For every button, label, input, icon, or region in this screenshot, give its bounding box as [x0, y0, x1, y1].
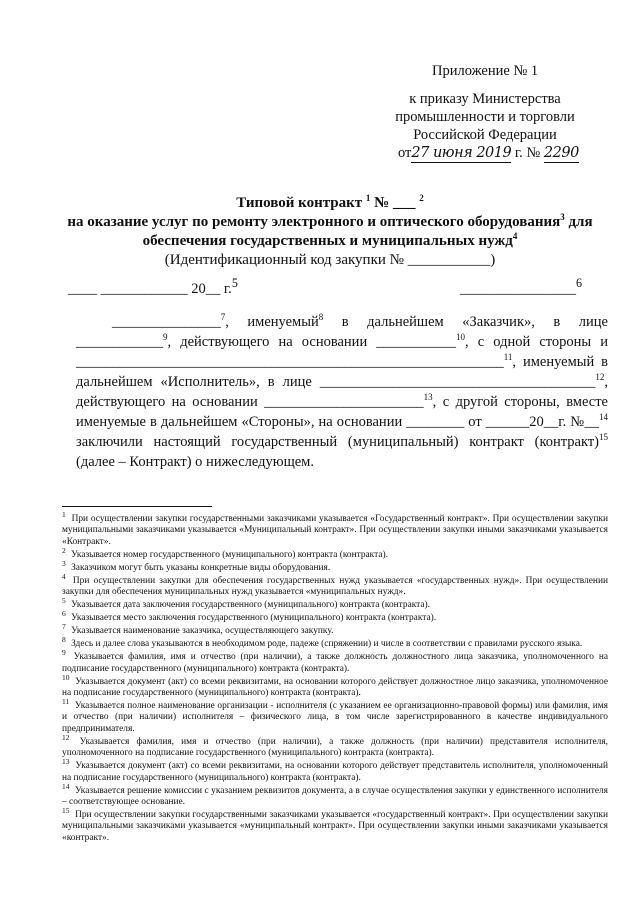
footnote-5: $^5$ Указывается дата заключения государственного (муниципального) контракта (контракта).	[62, 596, 431, 611]
footnote-ref-1: 1	[365, 193, 371, 203]
footnote-9: $^9$ Указывается фамилия, имя и отчество (при наличии), а также должность должностного лица заказчика, уполномоченного на подписание государственного (муниципального) контракта (контракта).	[62, 648, 608, 674]
footnote-separator	[62, 506, 212, 507]
date-suffix: г. №	[511, 145, 544, 161]
contract-date-place-line	[68, 276, 598, 298]
footnote-14: $^{14}$ Указывается решение комиссии с указанием реквизитов документа, а в случае осуществления закупки у единственного исполнителя – соответствующее основание.	[62, 781, 608, 808]
heading-line-3: обеспечения государственных и муниципальных нужд$^4$	[142, 231, 518, 249]
appendix-line-1: к приказу Министерства	[409, 91, 561, 107]
heading-line-1: Типовой контракт $^1$ № ___ $^2$	[236, 193, 424, 211]
footnote-7: $^7$ Указывается наименование заказчика, осуществляющего закупку.	[62, 622, 334, 637]
appendix-block	[380, 62, 590, 163]
footnote-ref-6: 6	[576, 276, 583, 290]
footnote-10: $^{10}$ Указывается документ (акт) со всеми реквизитами, на основании которого действует должностное лицо заказчика, уполномоченное на подписание государственного (муниципального) контракта (контракта).	[62, 672, 608, 699]
footnote-ref-4: 4	[512, 231, 518, 241]
contract-place-field: ________________$^6$	[460, 276, 583, 297]
footnote-1: $^1$ При осуществлении закупки государственными заказчиками указывается «Государственный контракт». При осуществлении закупки муниципальными заказчиками указывается «Муниципальный контракт». При осуществлении закупки иными заказчиками указывается «Контракт».	[62, 509, 608, 547]
footnote-4: $^4$ При осуществлении закупки для обеспечения государственных нужд указывается «государственных нужд». При осуществлении закупки для обеспечения муниципальных нужд указывается «муниципальных нужд».	[62, 571, 608, 598]
appendix-line-2: промышленности и торговли	[395, 109, 575, 125]
contract-preamble	[76, 312, 608, 472]
contract-date-field: ____ ____________ 20__ г.	[68, 280, 232, 297]
appendix-line-3: Российской Федерации	[413, 127, 557, 143]
footnote-6: $^6$ Указывается место заключения государственного (муниципального) контракта (контракта).	[62, 609, 437, 624]
footnote-2: $^2$ Указывается номер государственного (муниципального) контракта (контракта).	[62, 545, 388, 560]
footnote-13: $^{13}$ Указывается документ (акт) со всеми реквизитами, на основании которого действует представитель исполнителя, уполномоченный на подписание государственного (муниципального) контракта (контракта).	[62, 757, 608, 783]
handwritten-order-number: 2290	[543, 145, 579, 161]
footnote-11: $^{11}$ Указывается полное наименование организации - исполнителя (с указанием ее организационно-правовой формы) или фамилия, имя и отчество (при наличии) исполнителя – физического лица, в том числе зарегистрированного в качестве индивидуального предпринимателя.	[62, 696, 608, 734]
preamble-paragraph: _______________$^7$, именуемый$^8$ в дальнейшем «Заказчик», в лице ____________$^9$, действующего на основании ___________$^{10}$, с одной стороны и ___________________________________________________________$^{11}$, именуемый в дальнейшем «Исполнитель», в лице ______________________________________$^{12}$, действующего на основании ______________________$^{13}$, с другой стороны, вместе именуемые в дальнейшем «Стороны», на основании ________ от ______20__г. №__$^{14}$ заключили настоящий государственный (муниципальный) контракт (контракт)$^{15}$ (далее – Контракт) о нижеследующем.	[76, 312, 609, 470]
footnote-ref-3: 3	[560, 212, 565, 222]
footnote-8: $^8$ Здесь и далее слова указываются в необходимом роде, падеже (спряжении) и числе в соответствии с правилами русского языка.	[62, 635, 583, 650]
footnote-3: $^3$ Заказчиком могут быть указаны конкретные виды оборудования.	[62, 558, 331, 573]
contract-heading	[60, 194, 600, 270]
heading-line-4: (Идентификационный код закупки № ___________)	[164, 252, 496, 268]
footnote-12: $^{12}$ Указывается фамилия, имя и отчество (при наличии), а также должность (при наличии) представителя исполнителя, уполномоченного на подписание государственного (муниципального) контракта (контракта).	[62, 732, 608, 759]
footnotes-section	[62, 509, 608, 846]
footnote-ref-2: 2	[419, 193, 424, 203]
date-prefix: от	[398, 145, 412, 161]
footnote-15: $^{15}$ При осуществлении закупки государственными заказчиками указывается «государственный контракт». При осуществлении закупки муниципальными заказчиками указывается «муниципальный контракт». При осуществлении закупки иными заказчиками указывается «контракт».	[62, 805, 608, 843]
appendix-date-line	[380, 144, 590, 163]
appendix-title: Приложение № 1	[432, 63, 539, 79]
handwritten-date: 27 июня 2019	[411, 145, 512, 161]
footnote-ref-5: 5	[231, 276, 238, 290]
heading-line-2: на оказание услуг по ремонту электронного и оптического оборудования$^3$ для	[67, 212, 593, 230]
